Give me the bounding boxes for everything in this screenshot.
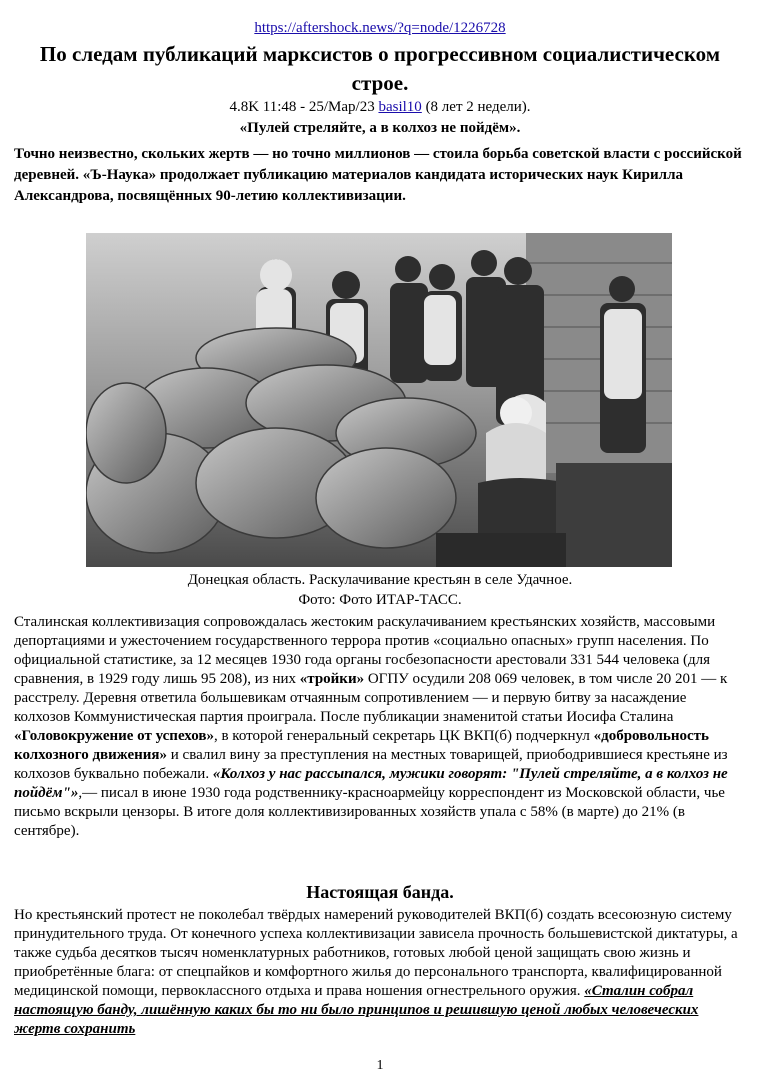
article-title: По следам публикаций марксистов о прогрессивном социалистическом строе. [39, 42, 721, 95]
article-subheading: «Пулей стреляйте, а в колхоз не пойдём». [239, 120, 521, 136]
meta-suffix: (8 лет 2 недели). [421, 99, 531, 115]
p2-quote: «Сталин собрал настоящую банду, лишённую каких бы то ни было принципов и решившую ценой любых человеческих жертв сохранить [14, 983, 699, 1037]
p1-bold-article: «Головокружение от успехов» [14, 728, 214, 744]
photo-caption [0, 570, 760, 610]
p2-text-1: Но крестьянский протест не поколебал твёрдых намерений руководителей ВКП(б) создать всесоюзную систему принудительного труда. От конечного успеха коллективизации зависела прочность большевистской диктатуры, а также судьба десятков тысяч номенклатурных работников, готовых любой ценой защищать свою жизнь и приобретённые блага: от спецпайков и комфортного жилья до персонального транспорта, квалифицированной медицинской помощи, первоклассного отдыха и права ношения огнестрельного оружия. [14, 907, 738, 999]
p1-text-1: Сталинская коллективизация сопровождалась жестоким раскулачиванием крестьянских хозяйств, массовыми депортациями и ужесточением государственного террора против «социально опасных» групп населения. По официальной статистике, за 12 месяцев 1930 года органы госбезопасности арестовали 331 544 человека (для сравнения, в 1929 году лишь 95 208), из них [14, 614, 716, 687]
p1-text-3: , в которой генеральный секретарь ЦК ВКП(б) подчеркнул [213, 728, 594, 744]
section-heading: Настоящая банда. [306, 882, 454, 902]
source-link[interactable]: https://aftershock.news/?q=node/1226728 [254, 20, 506, 36]
author-link[interactable]: basil10 [378, 99, 422, 115]
p1-bold-voluntary: «добровольность колхозного движения» [14, 728, 709, 763]
caption-line-2: Фото: Фото ИТАР-ТАСС. [298, 592, 462, 608]
article-lead: Точно неизвестно, скольких жертв — но точно миллионов — стоила борьба советской власти с российской деревней. «Ъ-Наука» продолжает публикацию материалов кандидата исторических наук Кирилла Александрова, посвящённых 90-летию коллективизации. [14, 146, 742, 204]
p1-text-2: ОГПУ осудили 208 069 человек, в том числе 20 201 — к расстрелу. Деревня ответила большевикам отчаянным сопротивлением — и первую битву за насаждение колхозов Коммунистическая партия проиграла. После публикации знаменитой статьи Иосифа Сталина [14, 671, 728, 725]
meta-prefix: 4.8K 11:48 - 25/Мар/23 [229, 99, 379, 115]
page-number: 1 [376, 1058, 384, 1073]
article-photo [86, 233, 672, 567]
article-meta [0, 99, 760, 116]
source-url [0, 20, 760, 37]
p1-quote: «Колхоз у нас рассыпался, мужики говорят: "Пулей стреляйте, а в колхоз не пойдём"» [14, 766, 728, 801]
p1-bold-troiki: «тройки» [299, 671, 365, 687]
paragraph-bandit [14, 906, 742, 1039]
p1-text-4: и свалил вину за преступления на местных товарищей, приободрившиеся крестьяне из колхозов буквально побежали. [14, 747, 728, 782]
photo-illustration [86, 233, 672, 567]
paragraph-collectivization [14, 613, 742, 841]
caption-line-1: Донецкая область. Раскулачивание крестьян в селе Удачное. [187, 572, 573, 588]
p1-text-5: ,— писал в июне 1930 года родственнику-красноармейцу корреспондент из Московской области, чье письмо вскрыли цензоры. В итоге доля коллективизированных хозяйств упала с 58% (в марте) до 21% (в сентябре). [14, 785, 725, 839]
